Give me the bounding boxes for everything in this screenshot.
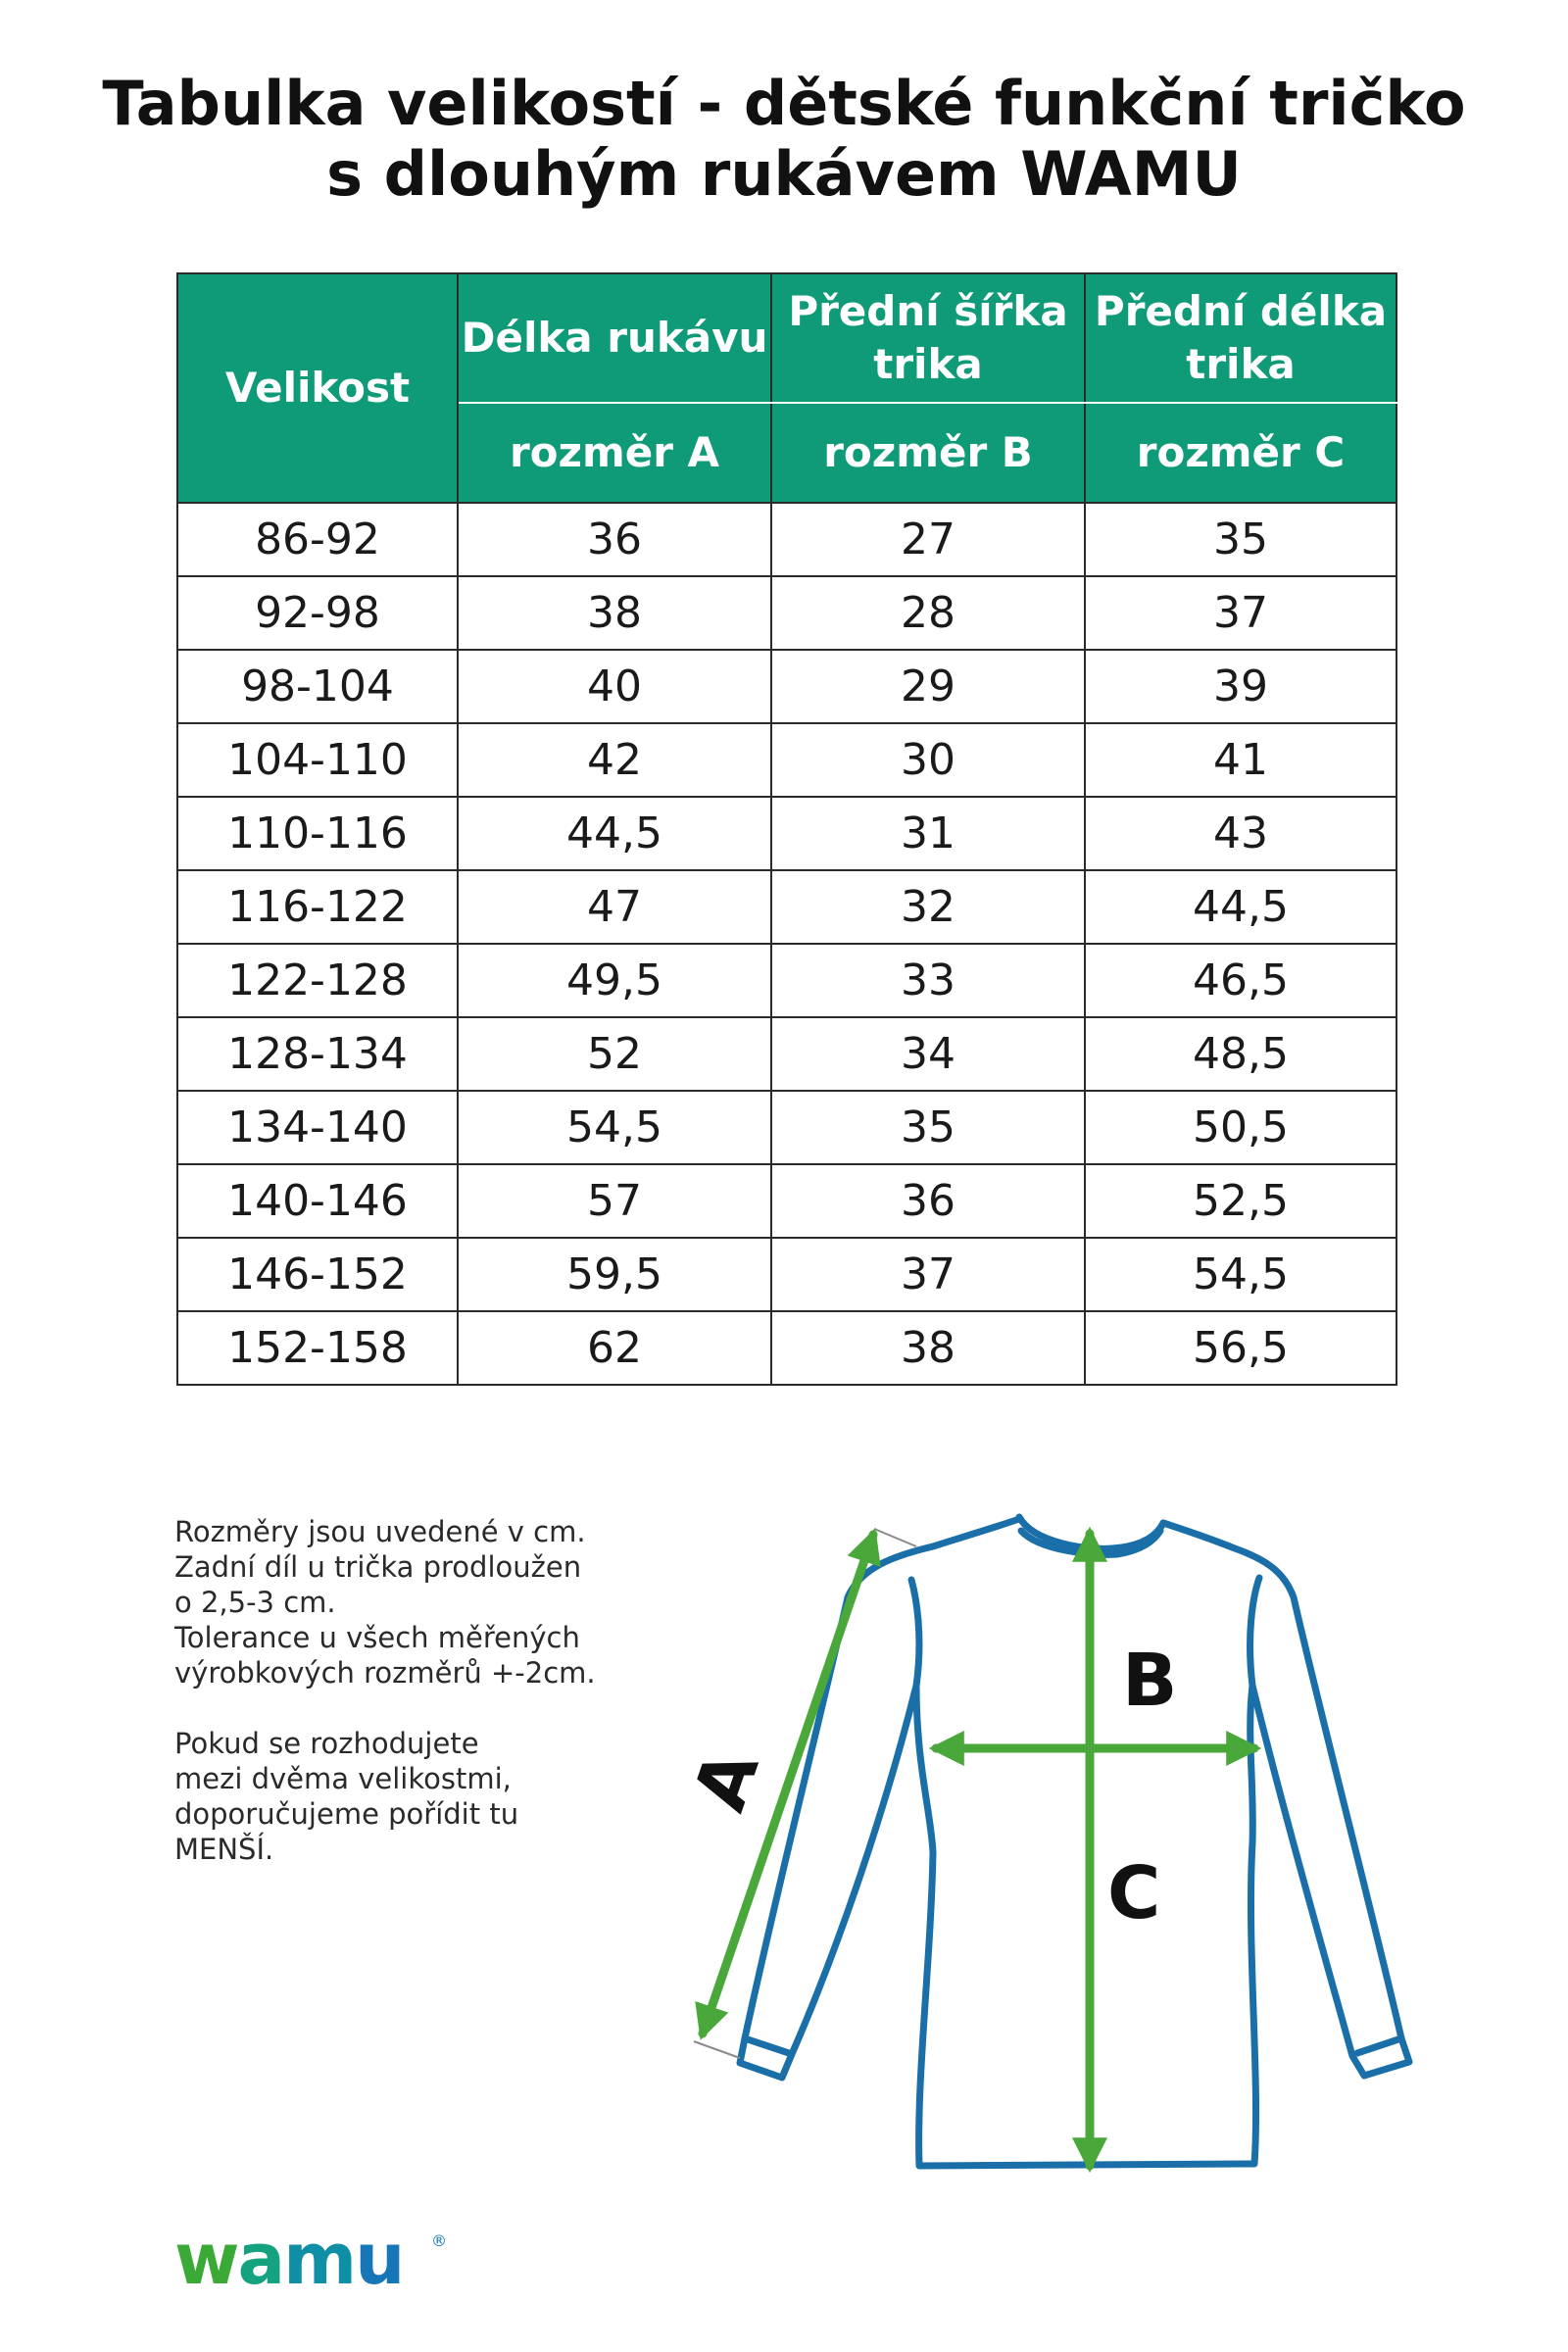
cell-size: 104-110 — [177, 723, 458, 797]
notes — [174, 1514, 635, 1902]
cell-size: 86-92 — [177, 503, 458, 576]
cell-b: 32 — [771, 870, 1085, 944]
cell-b: 38 — [771, 1311, 1085, 1385]
logo-wordmark — [174, 2218, 404, 2300]
cell-c: 39 — [1085, 650, 1396, 723]
note-line: Rozměry jsou uvedené v cm. — [174, 1515, 586, 1548]
cell-b: 33 — [771, 944, 1085, 1017]
table-row — [177, 944, 1396, 1017]
cell-b: 31 — [771, 797, 1085, 870]
cell-c: 35 — [1085, 503, 1396, 576]
cell-b: 30 — [771, 723, 1085, 797]
cell-c: 44,5 — [1085, 870, 1396, 944]
cell-b: 36 — [771, 1164, 1085, 1238]
note-line: Pokud se rozhodujete — [174, 1727, 479, 1760]
table-row — [177, 650, 1396, 723]
cell-size: 92-98 — [177, 576, 458, 650]
size-table — [176, 272, 1397, 1386]
cell-size: 98-104 — [177, 650, 458, 723]
table-row — [177, 723, 1396, 797]
cell-a: 40 — [458, 650, 771, 723]
cell-b: 37 — [771, 1238, 1085, 1311]
table-row — [177, 1238, 1396, 1311]
table-row — [177, 870, 1396, 944]
header-col-b: Přední šířka trika — [771, 273, 1085, 403]
cell-a: 52 — [458, 1017, 771, 1091]
cell-c: 37 — [1085, 576, 1396, 650]
cell-c: 56,5 — [1085, 1311, 1396, 1385]
cell-size: 134-140 — [177, 1091, 458, 1164]
table-row — [177, 1164, 1396, 1238]
cell-a: 62 — [458, 1311, 771, 1385]
cell-c: 50,5 — [1085, 1091, 1396, 1164]
table-row — [177, 503, 1396, 576]
note-line: Zadní díl u trička prodloužen — [174, 1550, 582, 1584]
cell-b: 35 — [771, 1091, 1085, 1164]
cell-size: 128-134 — [177, 1017, 458, 1091]
cell-c: 41 — [1085, 723, 1396, 797]
cell-a: 59,5 — [458, 1238, 771, 1311]
cell-size: 116-122 — [177, 870, 458, 944]
table-row — [177, 1091, 1396, 1164]
wamu-logo — [174, 2218, 447, 2300]
cell-c: 54,5 — [1085, 1238, 1396, 1311]
logo-letter-a: a — [237, 2218, 284, 2300]
cell-a: 49,5 — [458, 944, 771, 1017]
cell-a: 54,5 — [458, 1091, 771, 1164]
registered-mark: ® — [431, 2231, 447, 2250]
right-cuff — [1357, 2038, 1401, 2053]
notes-paragraph-1 — [174, 1514, 635, 1690]
cell-a: 44,5 — [458, 797, 771, 870]
cell-size: 122-128 — [177, 944, 458, 1017]
title-line-2: s dlouhým rukávem WAMU — [326, 138, 1242, 210]
cell-b: 28 — [771, 576, 1085, 650]
cell-c: 48,5 — [1085, 1017, 1396, 1091]
cell-b: 34 — [771, 1017, 1085, 1091]
shirt-measurement-diagram — [647, 1490, 1460, 2195]
left-armhole — [911, 1580, 919, 1686]
header-dim-b: rozměr B — [771, 403, 1085, 503]
header-dim-c: rozměr C — [1085, 403, 1396, 503]
note-line: MENŠÍ. — [174, 1833, 274, 1866]
page-title — [0, 69, 1568, 210]
cell-size: 152-158 — [177, 1311, 458, 1385]
sleeve-top-tick — [874, 1529, 916, 1546]
right-armhole — [1250, 1578, 1259, 1686]
sleeve-bottom-tick — [694, 2041, 740, 2058]
shirt-outline — [740, 1517, 1409, 2166]
cell-c: 52,5 — [1085, 1164, 1396, 1238]
note-line: mezi dvěma velikostmi, — [174, 1762, 512, 1795]
cell-size: 146-152 — [177, 1238, 458, 1311]
header-size: Velikost — [177, 273, 458, 503]
table-row — [177, 1017, 1396, 1091]
title-line-1: Tabulka velikostí - dětské funkční tričko — [102, 68, 1466, 139]
left-cuff — [745, 2038, 792, 2054]
cell-a: 36 — [458, 503, 771, 576]
label-c: C — [1107, 1851, 1161, 1936]
cell-b: 29 — [771, 650, 1085, 723]
cell-c: 46,5 — [1085, 944, 1396, 1017]
notes-paragraph-2 — [174, 1726, 635, 1867]
cell-c: 43 — [1085, 797, 1396, 870]
cell-a: 47 — [458, 870, 771, 944]
note-line: výrobkových rozměrů +-2cm. — [174, 1656, 596, 1690]
cell-size: 110-116 — [177, 797, 458, 870]
table-row — [177, 576, 1396, 650]
note-line: doporučujeme pořídit tu — [174, 1797, 519, 1831]
note-line: o 2,5-3 cm. — [174, 1586, 336, 1619]
label-b: B — [1122, 1639, 1178, 1723]
table-row — [177, 797, 1396, 870]
label-a: A — [677, 1740, 776, 1821]
cell-a: 42 — [458, 723, 771, 797]
header-col-c: Přední délka trika — [1085, 273, 1396, 403]
note-line: Tolerance u všech měřených — [174, 1621, 580, 1654]
header-col-a: Délka rukávu — [458, 273, 771, 403]
logo-letter-w: w — [174, 2218, 238, 2300]
header-dim-a: rozměr A — [458, 403, 771, 503]
logo-letter-u: u — [355, 2218, 404, 2300]
cell-a: 38 — [458, 576, 771, 650]
shirt-body — [740, 1519, 1409, 2166]
cell-a: 57 — [458, 1164, 771, 1238]
table-row — [177, 1311, 1396, 1385]
logo-letter-m: m — [283, 2218, 356, 2300]
cell-size: 140-146 — [177, 1164, 458, 1238]
cell-b: 27 — [771, 503, 1085, 576]
